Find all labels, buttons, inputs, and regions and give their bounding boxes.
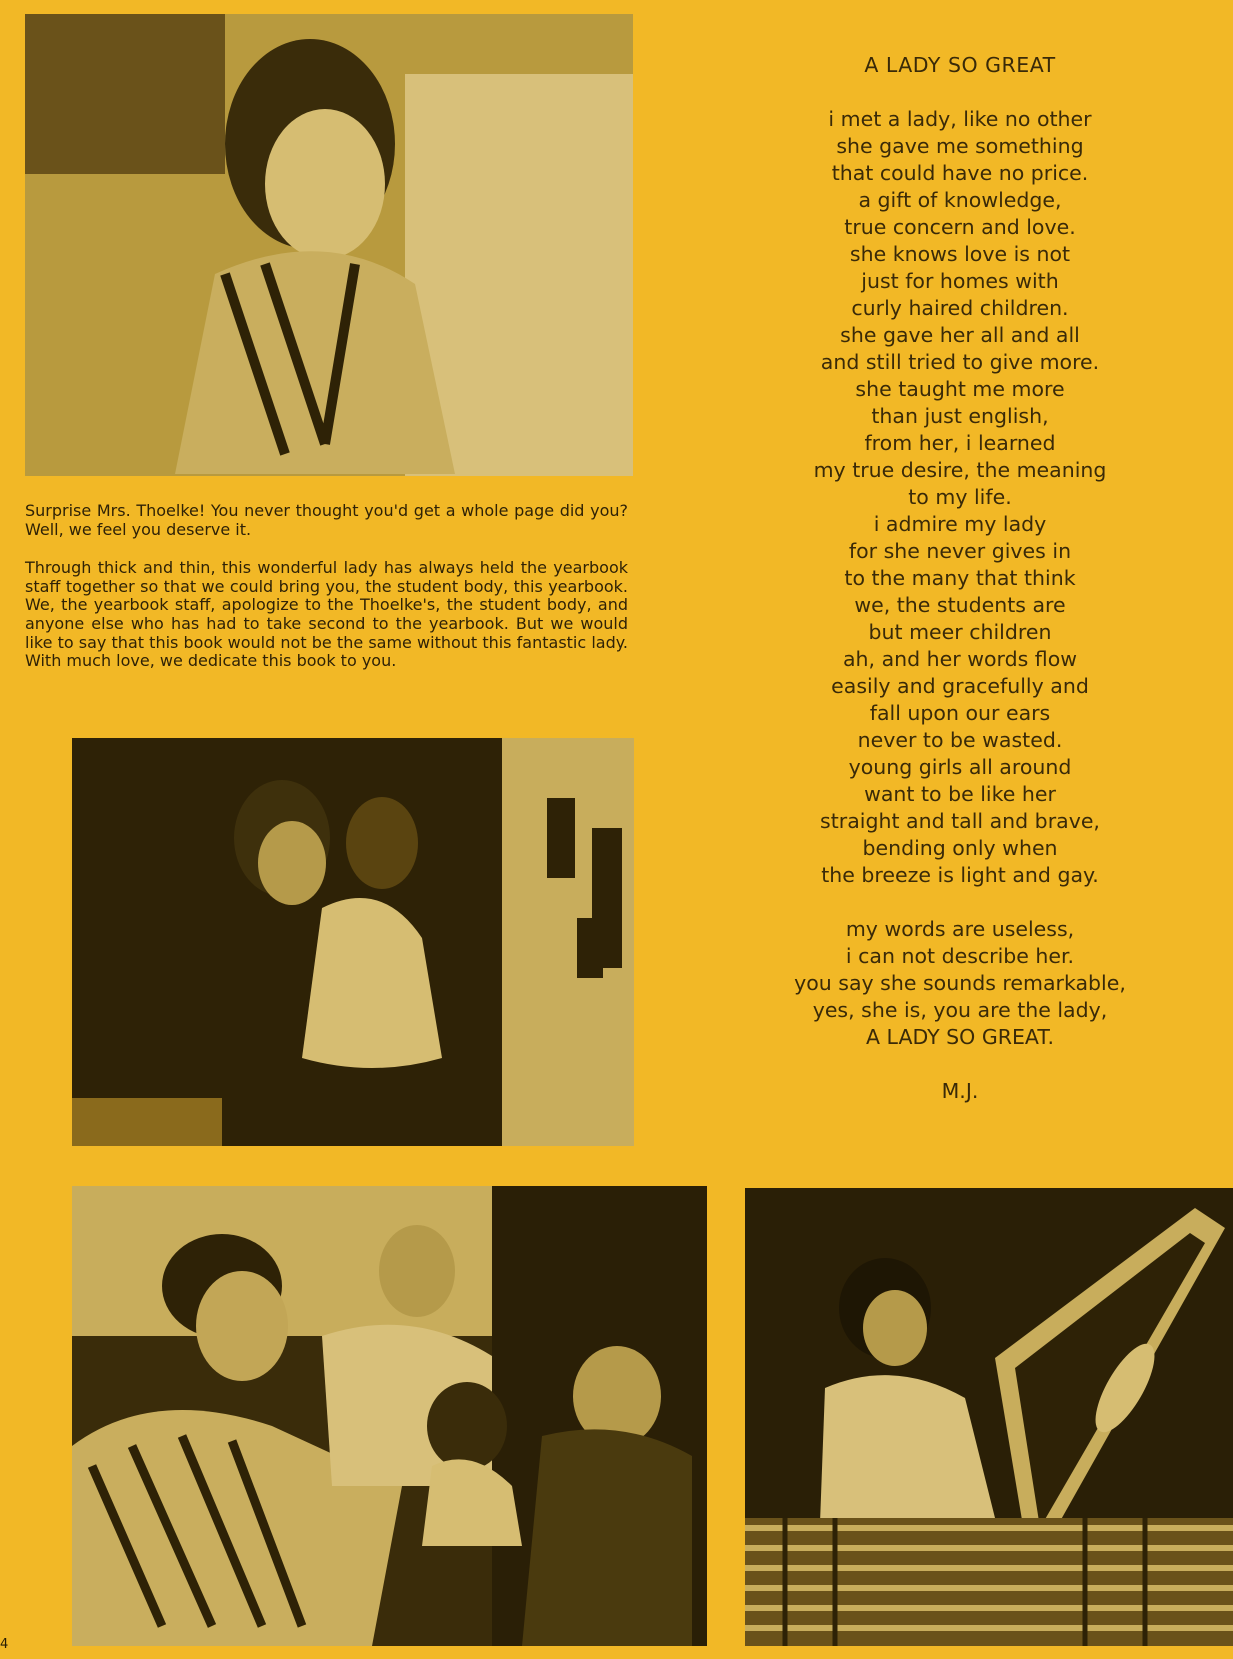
poem-line: curly haired children. [851, 296, 1069, 320]
poem-line: we, the students are [854, 593, 1066, 617]
poem-line: just for homes with [861, 269, 1059, 293]
poem-line: she gave her all and all [840, 323, 1080, 347]
poem-line: want to be like her [864, 782, 1056, 806]
photo-woman-holding-painting [745, 1188, 1233, 1646]
poem-line: A LADY SO GREAT. [866, 1025, 1054, 1049]
poem-line: straight and tall and brave, [820, 809, 1100, 833]
poem-line: she knows love is not [849, 242, 1071, 266]
dedication-text [25, 502, 628, 691]
poem-line: never to be wasted. [857, 728, 1063, 752]
photo-woman-smiling [25, 14, 633, 476]
poem-line: the breeze is light and gay. [821, 863, 1099, 887]
poem-line: she gave me something [836, 134, 1084, 158]
poem-line: ah, and her words flow [842, 647, 1078, 671]
poem-line: from her, i learned [864, 431, 1056, 455]
poem-line: a gift of knowledge, [858, 188, 1062, 212]
poem-line: and still tried to give more. [820, 350, 1100, 374]
poem-line: easily and gracefully and [831, 674, 1089, 698]
poem-line: i met a lady, like no other [828, 107, 1092, 131]
poem-line: fall upon our ears [869, 701, 1051, 725]
poem-line: young girls all around [848, 755, 1072, 779]
poem-line: true concern and love. [844, 215, 1076, 239]
poem-line: you say she sounds remarkable, [794, 971, 1126, 995]
dedication-paragraph-2: Through thick and thin, this wonderful lady has always held the yearbook staff together so that we could bring you, the student body, this yearbook. We, the yearbook staff, apologize to the Thoelke's, the student body, and anyone else who has had to take second to the yearbook. But we would like to say that this book would not be the same without this fantastic lady. With much love, we dedicate this book to you. [25, 558, 628, 671]
poem-line: she taught me more [855, 377, 1065, 401]
poem-line: my words are useless, [845, 917, 1075, 941]
poem-title: A LADY SO GREAT [864, 53, 1056, 77]
photo-woman-holding-doll [72, 738, 634, 1146]
poem-line: but meer children [868, 620, 1052, 644]
poem-line: bending only when [862, 836, 1058, 860]
dedication-paragraph-1: Surprise Mrs. Thoelke! You never thought you'd get a whole page did you? Well, we feel you deserve it. [25, 501, 628, 539]
poem-line: i admire my lady [873, 512, 1047, 536]
poem-line: yes, she is, you are the lady, [812, 998, 1108, 1022]
poem-stanza-1 [760, 106, 1160, 889]
page-number: 4 [0, 1637, 9, 1652]
poem-line: i can not describe her. [845, 944, 1075, 968]
poem-stanza-2 [760, 916, 1160, 1051]
poem-line: that could have no price. [831, 161, 1089, 185]
poem-line: my true desire, the meaning [813, 458, 1107, 482]
poem-signature: M.J. [941, 1079, 979, 1103]
poem-line: than just english, [871, 404, 1049, 428]
poem-line: to my life. [908, 485, 1012, 509]
poem-line: to the many that think [844, 566, 1076, 590]
poem [760, 52, 1160, 1105]
photo-family-with-doll [72, 1186, 707, 1646]
poem-line: for she never gives in [848, 539, 1072, 563]
